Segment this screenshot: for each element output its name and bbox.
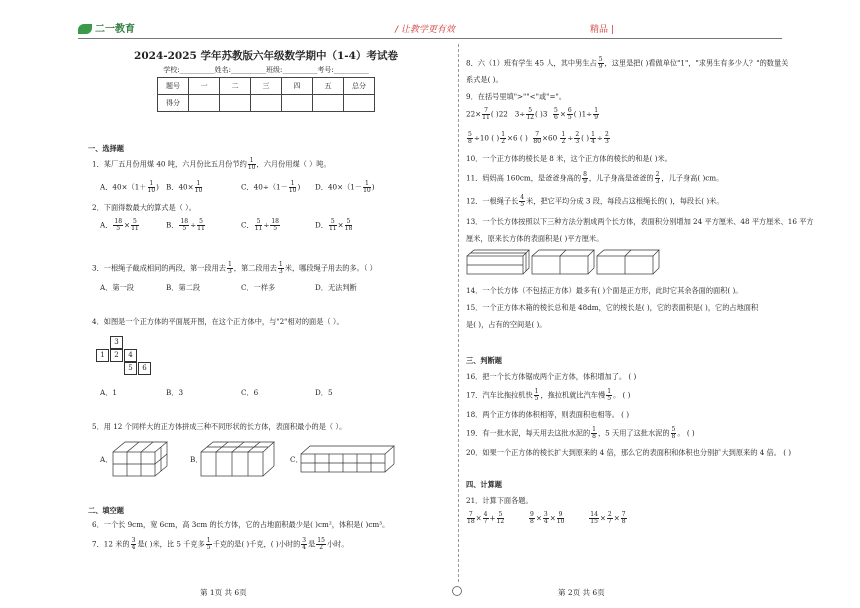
score-head: 总分 [344, 77, 375, 94]
question-9: 9．在括号里填">""<"或"="。 [466, 92, 566, 101]
net-face: 2 [110, 349, 123, 362]
q1-option-a[interactable]: A．40×（1＋ $\frac{1}{10}$ ) [100, 180, 159, 194]
question-13-cont: 厘米，原来长方体的表面积是( )平方厘米。 [466, 234, 604, 243]
question-13: 13．一个长方体按照以下三种方法分割成两个长方体，表面积分别增加 24 平方厘米、48 平方厘米、16 平方 [466, 217, 814, 226]
page-header [0, 0, 860, 38]
fraction: $\frac{1}{10}$ [247, 157, 256, 171]
question-10: 10．一个正方体的棱长是 8 米，这个正方体的棱长的和是( )米。 [466, 154, 672, 163]
score-head: 三 [251, 77, 282, 94]
score-cell[interactable] [189, 94, 220, 111]
q1-option-c[interactable]: C．40÷（1－ $\frac{1}{10}$ ) [241, 180, 301, 194]
score-head: 四 [282, 77, 313, 94]
section-choice: 一、选择题 [88, 144, 124, 153]
question-11: 11．妈妈高 160cm，是爸爸身高的 $\frac{8}{9}$ ，儿子身高是爸爸的 $\frac{2}{3}$ ，儿子身高( )cm。 [466, 171, 724, 185]
net-face: 6 [138, 362, 151, 375]
cube-net-figure [96, 336, 156, 380]
question-5: 5．用 12 个同样大的正方体拼成三种不同形状的长方体，表面积最小的是（ ）。 [92, 422, 347, 431]
q1-option-b[interactable]: B．40× $\frac{1}{10}$ [166, 180, 203, 194]
net-face: 4 [124, 349, 137, 362]
net-face: 3 [110, 336, 123, 349]
q1-text: 1．某厂五月份用煤 40 吨，六月份比五月份节约 [92, 159, 247, 169]
q9-row-1: 22× $\frac{7}{11}$ ( )22 3÷ $\frac{5}{12}$ ( )3 $\frac{5}{6}$ × $\frac{6}{5}$ ( )1÷ $\frac{1}{9}$ [466, 107, 599, 121]
cuboid-b-figure [200, 440, 276, 478]
page-number-left: 第 1页 共 6页 [200, 588, 247, 597]
question-18: 18．两个正方体的体积相等，则表面积也相等。 ( ) [466, 410, 630, 419]
question-8: 8．六（1）班有学生 45 人，其中男生占 $\frac{5}{9}$ ，这里是把( )看做单位"1"，"求男生有多少人？"的数量关 [466, 56, 789, 70]
exam-title: 2024-2025 学年苏教版六年级数学期中（1-4）考试卷 [134, 50, 398, 62]
logo-icon [78, 24, 92, 34]
question-15: 15．一个正方体木箱的棱长总和是 48dm，它的棱长是( )，它的表面积是( )，它的占地面积 [466, 303, 759, 312]
question-19: 19．有一批水泥，每天用去这批水泥的 $\frac{1}{8}$ ，5 天用了这批水泥的 $\frac{5}{8}$ 。 ( ) [466, 426, 695, 440]
cuboid-a-figure [112, 440, 170, 478]
score-cell[interactable] [251, 94, 282, 111]
q4-option-d[interactable]: D．5 [315, 388, 333, 397]
score-cell[interactable] [344, 94, 375, 111]
calc-expressions: $\frac{7}{18}$ × $\frac{4}{7}$ + $\frac{5}{12}$ $\frac{9}{8}$ × $\frac{3}{4}$ × $\frac{9}{10}$ $\frac{14}{15}$ × $\frac{2}{7}$ × $\frac{7}{8}$ [467, 511, 626, 525]
q2-option-d[interactable]: D． $\frac{5}{11}$ × $\frac{5}{18}$ [315, 218, 353, 232]
logo-text: 二一教育 [95, 24, 135, 35]
section-fill: 二、填空题 [88, 506, 124, 515]
score-label: 得分 [158, 94, 189, 111]
q3-option-b[interactable]: B．第二段 [166, 283, 201, 292]
brand-label: 精品 | [590, 25, 614, 35]
site-logo [78, 20, 135, 35]
q2-option-b[interactable]: B． $\frac{18}{5}$ ÷ $\frac{5}{11}$ [166, 218, 205, 232]
question-21: 21．计算下面各题。 [466, 496, 533, 505]
score-head: 一 [189, 77, 220, 94]
score-head: 题号 [158, 77, 189, 94]
page-divider [458, 44, 459, 582]
question-4: 4．如图是一个正方体的平面展开图，在这个正方体中，与"2"相对的面是（ ）。 [92, 317, 344, 326]
net-face: 1 [96, 349, 109, 362]
question-17: 17．汽车比拖拉机快 $\frac{1}{5}$ ，拖拉机就比汽车慢 $\frac{1}{5}$ 。 ( ) [466, 388, 631, 402]
q2-option-c[interactable]: C． $\frac{5}{11}$ ÷ $\frac{18}{5}$ [241, 218, 279, 232]
q2-option-a[interactable]: A． $\frac{18}{5}$ × $\frac{5}{11}$ [100, 218, 139, 232]
q3-option-c[interactable]: C．一样多 [241, 283, 276, 292]
cuboid-c-figure [300, 444, 396, 474]
q4-option-b[interactable]: B．3 [166, 388, 184, 397]
question-12: 12．一根绳子长 $\frac{4}{5}$ 米，把它平均分成 3 段，每段占这根绳长的( )，每段长( )米。 [466, 194, 724, 208]
score-cell[interactable] [220, 94, 251, 111]
question-20: 20．如果一个正方体的棱长扩大到原来的 4 倍，那么它的表面积和体积也分别扩大到原来的 4 倍。 ( ) [466, 448, 792, 457]
page-number-right: 第 2页 共 6页 [558, 588, 605, 597]
score-head: 五 [313, 77, 344, 94]
q4-option-a[interactable]: A．1 [100, 388, 117, 397]
question-2: 2．下面得数最大的算式是（ ）。 [92, 203, 196, 212]
score-table [157, 77, 375, 112]
score-cell[interactable] [282, 94, 313, 111]
question-3: 3．一根绳子截成相同的两段，第一段用去 $\frac{1}{3}$ ，第二段用去 $\frac{1}{3}$ 米，哪段绳子用去的多。（ ） [92, 261, 377, 275]
left-page [88, 46, 444, 112]
q3-option-d[interactable]: D．无法判断 [315, 283, 357, 292]
q3-option-a[interactable]: A．第一段 [100, 283, 134, 292]
question-14: 14．一个长方体（不包括正方体）最多有( )个面是正方形，此时它其余各面的面积( )。 [466, 286, 743, 295]
question-7: 7．12 米的 $\frac{3}{4}$ 是( )米，比 5 千克多 $\frac{1}{5}$ 千克的是( )千克，( )小时的 $\frac{3}{4}$ 是 $\frac{15}{2}$ 小时。 [92, 537, 349, 551]
section-judge: 三、判断题 [466, 356, 502, 365]
question-1 [92, 158, 331, 171]
header-divider [78, 38, 782, 39]
student-info: 学校:__________姓名:__________班级:__________考号:__________ [163, 66, 369, 75]
q1-text-end: ，六月份用煤（ ）吨。 [256, 159, 331, 169]
q9-row-2: $\frac{5}{8}$ ÷10 ( ) $\frac{1}{2}$ ×6 ( ) $\frac{7}{80}$ ×60 $\frac{1}{2}$ ÷ $\frac{2}{3}$ ( ) $\frac{1}{4}$ ÷ $\frac{2}{3}$ [468, 131, 609, 145]
question-6: 6．一个长 9cm，宽 6cm，高 3cm 的长方体，它的占地面积最少是( )cm²，体积是( )cm³。 [92, 520, 390, 529]
question-8-cont: 系式是( )。 [466, 75, 503, 84]
question-15-cont: 是( )，占有的空间是( )。 [466, 320, 547, 329]
q5-option-c[interactable]: C． [290, 455, 303, 464]
score-head: 二 [220, 77, 251, 94]
score-cell[interactable] [313, 94, 344, 111]
q1-option-d[interactable]: D．40×（1－ $\frac{1}{10}$ ) [315, 180, 375, 194]
slogan: / 让教学更有效 [395, 25, 455, 35]
question-16: 16．把一个长方体锯成两个正方体，体积增加了。 ( ) [466, 372, 637, 381]
section-calc: 四、计算题 [466, 480, 502, 489]
net-face: 5 [124, 362, 137, 375]
q5-option-b[interactable]: B． [190, 455, 203, 464]
q5-option-a[interactable]: A． [100, 455, 113, 464]
page-separator-icon [452, 586, 462, 596]
cuboid-split-figures [466, 248, 666, 278]
q4-option-c[interactable]: C．6 [241, 388, 259, 397]
